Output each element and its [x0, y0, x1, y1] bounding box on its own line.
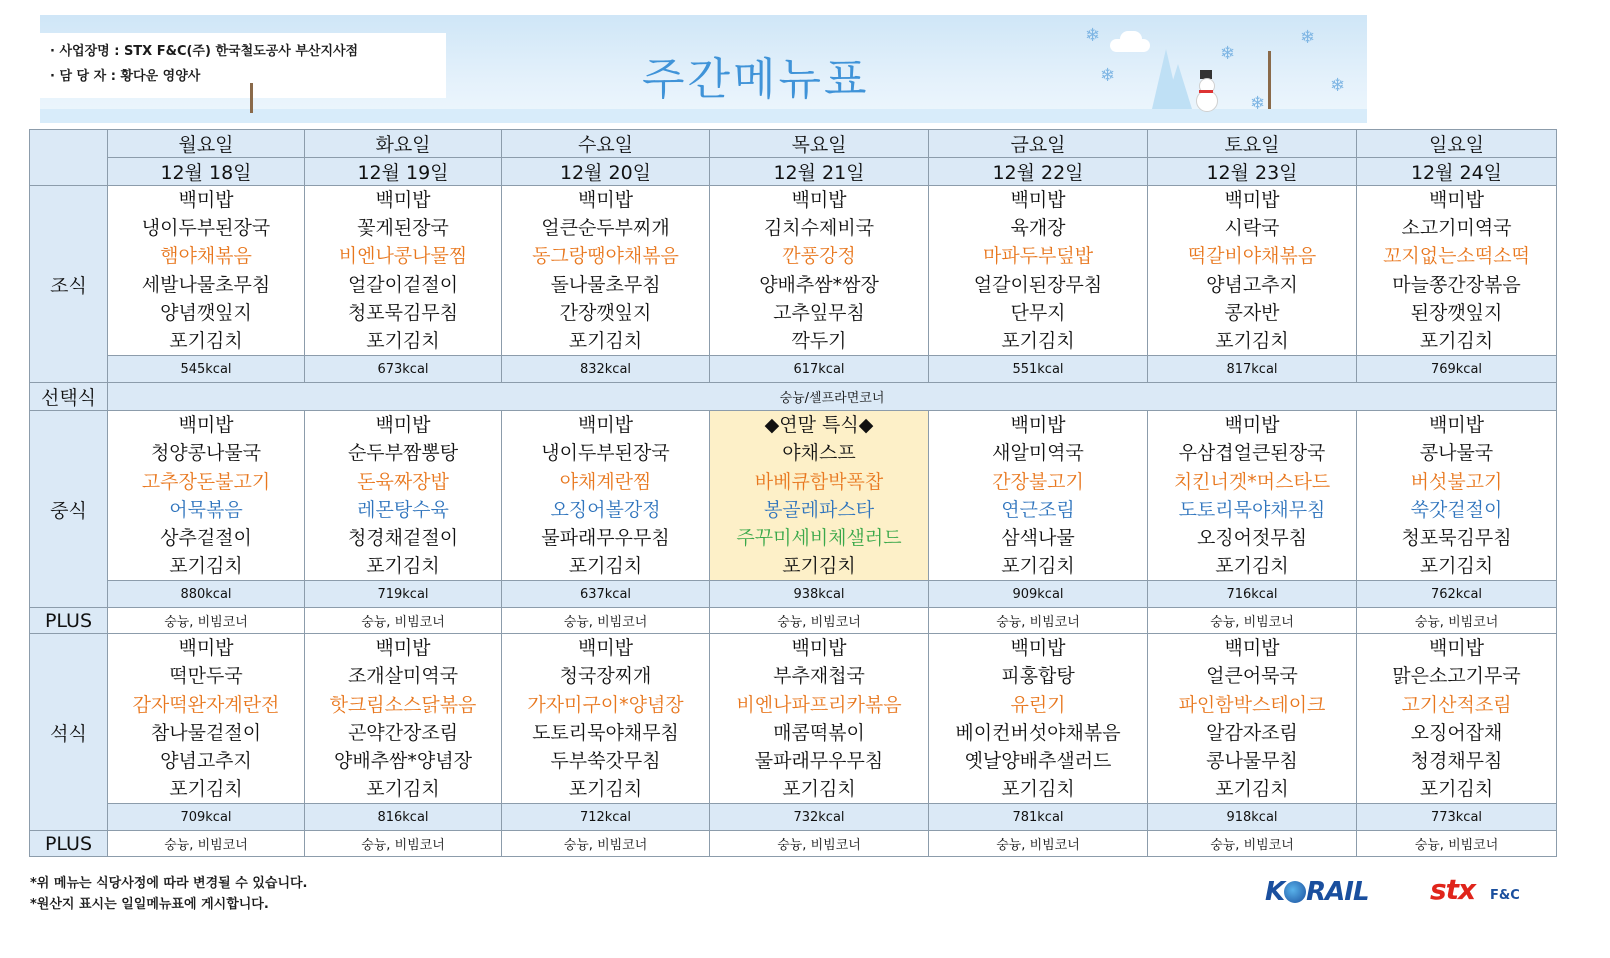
- menu-item: 돌나물초무침: [550, 273, 661, 296]
- menu-item: 포기김치: [782, 555, 856, 578]
- breakfast-menu-cell: [502, 186, 710, 356]
- menu-item: 봉골레파스타: [763, 498, 875, 521]
- kcal-value: 832kcal: [502, 356, 710, 383]
- plus-corner-text: 숭늉, 비빔코너: [1357, 831, 1557, 857]
- menu-item: 청포묵김무침: [1401, 526, 1512, 549]
- menu-item: 부추재첩국: [773, 665, 865, 688]
- menu-item: 삼색나물: [1001, 526, 1075, 549]
- menu-item: 곤약간장조림: [347, 721, 459, 744]
- kcal-value: 637kcal: [502, 581, 710, 608]
- cloud-icon: [1110, 39, 1150, 52]
- kcal-value: 545kcal: [108, 356, 305, 383]
- menu-item: 백미밥: [1010, 189, 1066, 211]
- kcal-value: 769kcal: [1357, 356, 1557, 383]
- menu-item: 동그랑땡야채볶음: [532, 245, 679, 268]
- menu-item: 백미밥: [1428, 637, 1485, 660]
- lunch-plus-row: [30, 608, 1557, 634]
- lunch-menu-row: [30, 411, 1557, 581]
- kcal-value: 781kcal: [929, 804, 1148, 831]
- select-label: 선택식: [30, 383, 108, 411]
- menu-item: 오징어젓무침: [1196, 526, 1308, 549]
- menu-item: 백미밥: [375, 414, 431, 437]
- menu-item: 고기산적조림: [1401, 693, 1512, 716]
- dinner-menu-cell: [502, 634, 710, 804]
- bare-tree-icon: [250, 83, 253, 113]
- change-notice: *위 메뉴는 식당사정에 따라 변경될 수 있습니다.: [30, 876, 308, 891]
- menu-item: 피홍합탕: [1001, 665, 1075, 688]
- dinner-menu-cell: [305, 634, 502, 804]
- menu-item: 두부쑥갓무침: [550, 750, 661, 772]
- menu-item: 육개장: [1010, 217, 1066, 240]
- dinner-menu-cell: [108, 634, 305, 804]
- origin-notice: *원산지 표시는 일일메뉴표에 게시합니다.: [30, 897, 269, 912]
- menu-item: 오징어볼강정: [550, 498, 661, 521]
- menu-item: 단무지: [1010, 301, 1066, 324]
- menu-table-body: [30, 130, 1557, 857]
- day-name: 일요일: [1357, 130, 1557, 158]
- menu-item: 백미밥: [791, 189, 847, 211]
- menu-item: 김치수제비국: [763, 217, 875, 240]
- menu-item: 치킨너겟*머스타드: [1173, 470, 1331, 493]
- menu-item: 새알미역국: [992, 442, 1084, 465]
- menu-item: 도토리묵야채무침: [532, 721, 679, 744]
- lunch-menu-cell: [929, 411, 1148, 581]
- menu-item: 백미밥: [577, 637, 634, 660]
- menu-item: 얼큰어묵국: [1206, 665, 1298, 688]
- stx-logo: stx: [1430, 873, 1476, 906]
- menu-item: 청양콩나물국: [150, 442, 262, 465]
- plus-corner-text: 숭늉, 비빔코너: [1148, 831, 1357, 857]
- menu-item: 파인함박스테이크: [1178, 693, 1326, 716]
- menu-item: 청경채겉절이: [347, 526, 459, 549]
- dinner-label: 석식: [30, 634, 108, 831]
- lunch-menu-cell: [305, 411, 502, 581]
- kcal-value: 816kcal: [305, 804, 502, 831]
- menu-item: 야채스프: [782, 442, 856, 465]
- menu-item: 떡갈비야채볶음: [1187, 245, 1317, 268]
- day-name: 목요일: [710, 130, 929, 158]
- day-name: 월요일: [108, 130, 305, 158]
- menu-item: 버섯불고기: [1410, 470, 1503, 493]
- breakfast-menu-cell: [305, 186, 502, 356]
- menu-item: 된장깻잎지: [1410, 301, 1503, 324]
- menu-item: 조개살미역국: [347, 665, 459, 688]
- menu-item: 포기김치: [568, 329, 643, 352]
- menu-item: 포기김치: [366, 329, 440, 352]
- plus-corner-text: 숭늉, 비빔코너: [1357, 608, 1557, 634]
- menu-item: 햄야채볶음: [160, 245, 252, 268]
- korail-logo: K RAIL: [1265, 877, 1369, 907]
- plus-corner-text: 숭늉, 비빔코너: [502, 831, 710, 857]
- menu-item: 콩나물국: [1419, 442, 1494, 465]
- menu-item: 청포묵김무침: [347, 301, 459, 324]
- menu-item: 비엔나파프리카볶음: [736, 693, 902, 716]
- breakfast-kcal-row: [30, 356, 1557, 383]
- menu-item: 포기김치: [1419, 329, 1494, 352]
- lunch-menu-cell: [710, 411, 929, 581]
- menu-item: 포기김치: [1001, 555, 1075, 578]
- kcal-value: 719kcal: [305, 581, 502, 608]
- menu-item: 백미밥: [791, 637, 847, 660]
- dinner-plus-row: [30, 831, 1557, 857]
- kcal-value: 732kcal: [710, 804, 929, 831]
- menu-item: 포기김치: [169, 778, 243, 801]
- menu-item: 유린기: [1010, 693, 1066, 716]
- menu-item: 청국장찌개: [559, 665, 652, 688]
- plus-corner-text: 숭늉, 비빔코너: [929, 608, 1148, 634]
- menu-item: 백미밥: [1428, 414, 1485, 437]
- plus-corner-text: 숭늉, 비빔코너: [1148, 608, 1357, 634]
- kcal-value: 880kcal: [108, 581, 305, 608]
- kcal-value: 709kcal: [108, 804, 305, 831]
- menu-item: 백미밥: [1224, 637, 1280, 660]
- day-header-row: [30, 130, 1557, 158]
- kcal-value: 918kcal: [1148, 804, 1357, 831]
- breakfast-menu-cell: [929, 186, 1148, 356]
- menu-item: 얼큰순두부찌개: [541, 217, 670, 240]
- plus-corner-text: 숭늉, 비빔코너: [929, 831, 1148, 857]
- info-box: [40, 33, 446, 98]
- day-date: 12월 21일: [710, 158, 929, 186]
- menu-item: 비엔나콩나물찜: [338, 245, 468, 268]
- menu-item: 핫크림소스닭볶음: [329, 693, 477, 716]
- menu-item: 간장불고기: [992, 470, 1084, 493]
- lunch-menu-cell: [1148, 411, 1357, 581]
- menu-item: 마파두부덮밥: [982, 245, 1094, 268]
- menu-item: 바베큐함박폭찹: [754, 470, 884, 493]
- day-name: 토요일: [1148, 130, 1357, 158]
- header-banner: [40, 15, 1367, 123]
- menu-item: 간장깻잎지: [559, 301, 652, 324]
- menu-item: 오징어잡채: [1410, 721, 1503, 744]
- dinner-menu-row: [30, 634, 1557, 804]
- day-name: 화요일: [305, 130, 502, 158]
- menu-item: 양배추쌈*쌈장: [759, 273, 879, 296]
- day-name: 금요일: [929, 130, 1148, 158]
- day-date: 12월 24일: [1357, 158, 1557, 186]
- menu-item: 포기김치: [568, 778, 643, 801]
- menu-item: 가자미구이*양념장: [527, 693, 684, 716]
- menu-item: 우삼겹얼큰된장국: [1178, 442, 1326, 465]
- menu-item: 베이컨버섯야채볶음: [955, 721, 1121, 744]
- breakfast-menu-cell: [1357, 186, 1557, 356]
- menu-item: 포기김치: [1215, 555, 1289, 578]
- plus-corner-text: 숭늉, 비빔코너: [108, 608, 305, 634]
- plus-label: PLUS: [30, 608, 108, 634]
- menu-item: 백미밥: [1010, 414, 1066, 437]
- date-header-row: [30, 158, 1557, 186]
- menu-item: 얼갈이겉절이: [347, 273, 459, 296]
- breakfast-menu-cell: [710, 186, 929, 356]
- menu-item: 포기김치: [366, 555, 440, 578]
- menu-item: 포기김치: [1419, 778, 1494, 801]
- plus-corner-text: 숭늉, 비빔코너: [305, 608, 502, 634]
- menu-item: 야채계란찜: [559, 470, 652, 493]
- menu-item: 주꾸미세비체샐러드: [736, 526, 902, 549]
- menu-item: 냉이두부된장국: [141, 217, 271, 240]
- menu-item: 콩나물무침: [1206, 750, 1298, 772]
- menu-item: 포기김치: [366, 778, 440, 801]
- day-date: 12월 19일: [305, 158, 502, 186]
- menu-item: 상추겉절이: [160, 526, 252, 549]
- breakfast-menu-cell: [1148, 186, 1357, 356]
- weekly-menu-table: [29, 129, 1557, 857]
- menu-item: 참나물겉절이: [150, 721, 262, 744]
- page-title: 주간메뉴표: [642, 54, 870, 105]
- menu-item: 어묵볶음: [169, 498, 243, 521]
- menu-item: 물파래무우무침: [754, 750, 884, 772]
- bare-tree-icon: [1268, 51, 1271, 109]
- manager-text: · 담 당 자 : 황다운 영양사: [50, 69, 201, 84]
- menu-item: 백미밥: [178, 189, 234, 211]
- day-date: 12월 22일: [929, 158, 1148, 186]
- plus-corner-text: 숭늉, 비빔코너: [710, 608, 929, 634]
- breakfast-menu-row: [30, 186, 1557, 356]
- dinner-menu-cell: [929, 634, 1148, 804]
- day-name: 수요일: [502, 130, 710, 158]
- kcal-value: 712kcal: [502, 804, 710, 831]
- snowflake-icon: ❄: [1085, 25, 1101, 46]
- menu-item: 청경채무침: [1410, 750, 1503, 772]
- menu-item: 시락국: [1224, 217, 1280, 240]
- menu-item: 레몬탕수육: [357, 498, 449, 521]
- lunch-menu-cell: [1357, 411, 1557, 581]
- menu-item: 백미밥: [577, 189, 634, 211]
- tree-icon: [1164, 64, 1192, 109]
- menu-item: 포기김치: [1001, 329, 1075, 352]
- menu-item: 쑥갓겉절이: [1410, 498, 1503, 521]
- snowflake-icon: ❄: [1300, 27, 1316, 48]
- lunch-label: 중식: [30, 411, 108, 608]
- korail-o-icon: [1284, 881, 1306, 903]
- site-name-text: · 사업장명 : STX F&C(주) 한국철도공사 부산지사점: [50, 44, 359, 59]
- dinner-menu-cell: [1148, 634, 1357, 804]
- breakfast-label: 조식: [30, 186, 108, 383]
- snowman-icon: [1195, 70, 1217, 110]
- menu-item: 도토리묵야채무침: [1178, 498, 1326, 521]
- snow-ground: [40, 109, 1367, 123]
- select-corner-text: 숭늉/셀프라면코너: [108, 383, 1557, 411]
- plus-corner-text: 숭늉, 비빔코너: [502, 608, 710, 634]
- menu-item: 얼갈이된장무침: [973, 273, 1103, 296]
- menu-item: 감자떡완자계란전: [132, 693, 280, 716]
- kcal-value: 762kcal: [1357, 581, 1557, 608]
- menu-item: 포기김치: [1419, 555, 1494, 578]
- plus-corner-text: 숭늉, 비빔코너: [710, 831, 929, 857]
- menu-item: 양념깻잎지: [160, 301, 252, 324]
- menu-item: 연근조림: [1001, 498, 1075, 521]
- menu-item: 양념고추지: [160, 750, 252, 772]
- menu-item: 백미밥: [1428, 189, 1485, 211]
- day-date: 12월 23일: [1148, 158, 1357, 186]
- dinner-kcal-row: [30, 804, 1557, 831]
- plus-corner-text: 숭늉, 비빔코너: [305, 831, 502, 857]
- menu-item: 포기김치: [169, 555, 243, 578]
- menu-item: 옛날양배추샐러드: [964, 750, 1112, 772]
- menu-item: 백미밥: [1010, 637, 1066, 660]
- snowflake-icon: ❄: [1100, 65, 1116, 86]
- menu-item: 꼬지없는소떡소떡: [1383, 245, 1530, 268]
- menu-item: 백미밥: [577, 414, 634, 437]
- kcal-value: 673kcal: [305, 356, 502, 383]
- menu-item: 백미밥: [178, 414, 234, 437]
- menu-item: 포기김치: [782, 778, 856, 801]
- menu-item: 백미밥: [375, 189, 431, 211]
- menu-item: 냉이두부된장국: [541, 442, 670, 465]
- dinner-menu-cell: [1357, 634, 1557, 804]
- kcal-value: 617kcal: [710, 356, 929, 383]
- menu-item: 포기김치: [1215, 778, 1289, 801]
- menu-item: 포기김치: [1215, 329, 1289, 352]
- breakfast-menu-cell: [108, 186, 305, 356]
- menu-item: 양념고추지: [1206, 273, 1298, 296]
- snowflake-icon: ❄: [1250, 93, 1266, 114]
- menu-item: 고추장돈불고기: [141, 470, 271, 493]
- kcal-value: 817kcal: [1148, 356, 1357, 383]
- kcal-value: 773kcal: [1357, 804, 1557, 831]
- menu-item: 순두부짬뽕탕: [347, 442, 459, 465]
- menu-item: 콩자반: [1224, 301, 1280, 324]
- stx-fc-text: F&C: [1490, 888, 1520, 903]
- snowflake-icon: ❄: [1330, 75, 1346, 96]
- menu-item: 맑은소고기무국: [1392, 665, 1521, 688]
- menu-item: 알감자조림: [1206, 721, 1298, 744]
- kcal-value: 938kcal: [710, 581, 929, 608]
- menu-item: 백미밥: [375, 637, 431, 660]
- corner-cell: [30, 130, 108, 186]
- lunch-menu-cell: [502, 411, 710, 581]
- lunch-menu-cell: [108, 411, 305, 581]
- menu-item: 양배추쌈*양념장: [334, 750, 472, 772]
- menu-item: 돈육짜장밥: [357, 470, 449, 493]
- menu-item: 포기김치: [169, 329, 243, 352]
- select-row: [30, 383, 1557, 411]
- menu-item: 물파래무우무침: [541, 526, 670, 549]
- menu-item: 백미밥: [178, 637, 234, 660]
- menu-item: 깐풍강정: [782, 245, 856, 268]
- dinner-menu-cell: [710, 634, 929, 804]
- plus-corner-text: 숭늉, 비빔코너: [108, 831, 305, 857]
- menu-item: 꽃게된장국: [357, 217, 449, 240]
- kcal-value: 716kcal: [1148, 581, 1357, 608]
- menu-item: 백미밥: [1224, 414, 1280, 437]
- menu-item: 떡만두국: [169, 665, 243, 688]
- plus-label: PLUS: [30, 831, 108, 857]
- kcal-value: 551kcal: [929, 356, 1148, 383]
- day-date: 12월 18일: [108, 158, 305, 186]
- lunch-kcal-row: [30, 581, 1557, 608]
- kcal-value: 909kcal: [929, 581, 1148, 608]
- menu-item: 소고기미역국: [1401, 217, 1512, 240]
- menu-item: 포기김치: [568, 555, 643, 578]
- menu-item: 마늘쫑간장볶음: [1392, 273, 1521, 296]
- menu-item: 세발나물초무침: [141, 273, 271, 296]
- snowflake-icon: ❄: [1220, 43, 1236, 64]
- menu-item: 포기김치: [1001, 778, 1075, 801]
- menu-item: 깍두기: [791, 329, 847, 352]
- menu-item: 백미밥: [1224, 189, 1280, 211]
- menu-item: 매콤떡볶이: [773, 721, 865, 744]
- menu-item: 고추잎무침: [773, 301, 865, 324]
- day-date: 12월 20일: [502, 158, 710, 186]
- menu-item: ◆연말 특식◆: [764, 414, 874, 437]
